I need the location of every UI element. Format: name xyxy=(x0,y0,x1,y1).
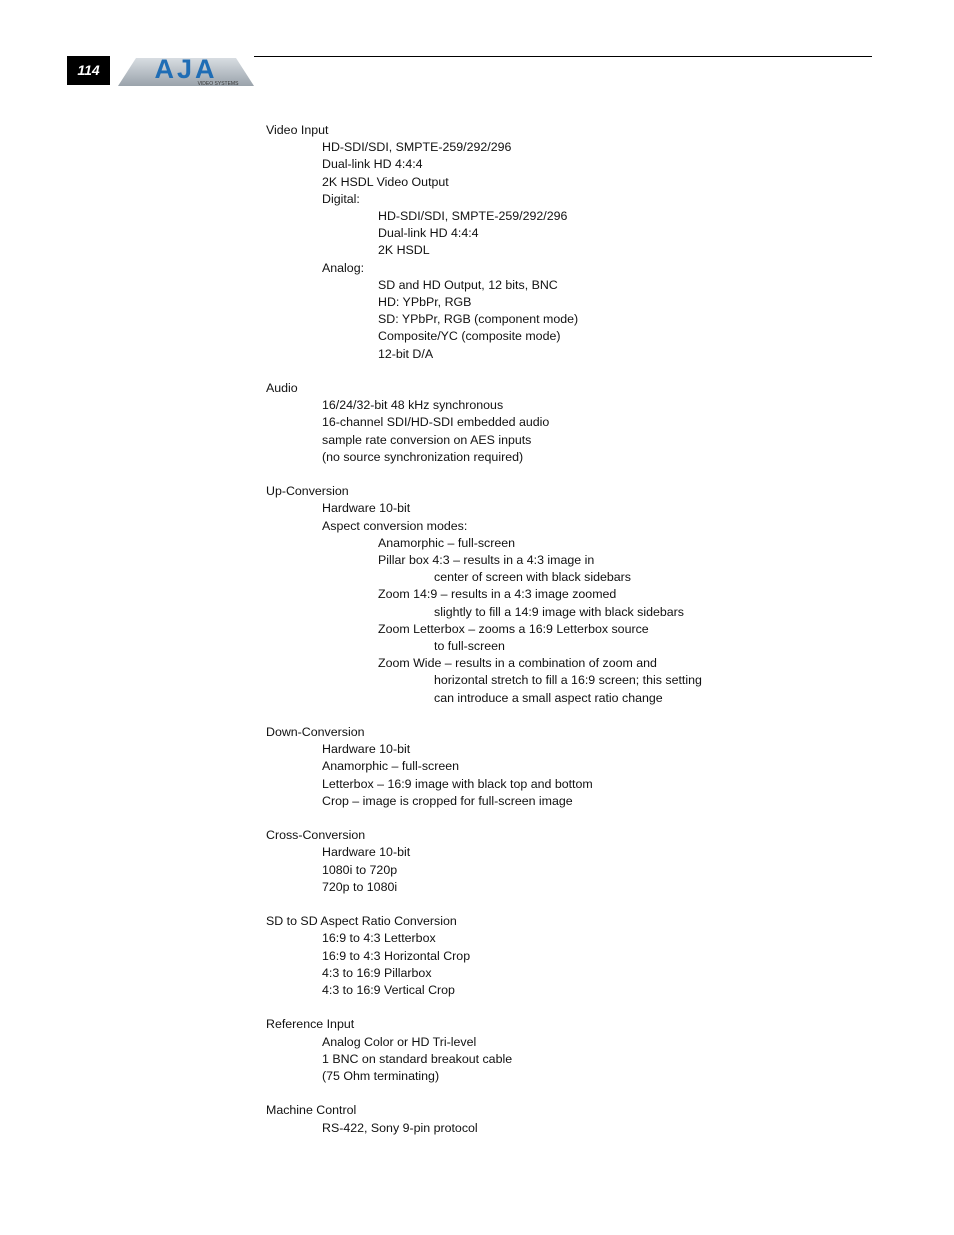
section-title: Down-Conversion xyxy=(266,725,365,740)
spec-line: Dual-link HD 4:4:4 xyxy=(322,157,423,172)
spec-line: (no source synchronization required) xyxy=(322,449,524,464)
spec-section xyxy=(266,1102,866,1136)
section-spacer xyxy=(266,707,866,724)
spec-line: HD-SDI/SDI, SMPTE-259/292/296 xyxy=(322,140,512,155)
spec-line: RS-422, Sony 9-pin protocol xyxy=(322,1120,478,1135)
spec-line: Pillar box 4:3 – results in a 4:3 image in xyxy=(378,553,595,568)
spec-line: 16/24/32-bit 48 kHz synchronous xyxy=(322,398,504,413)
spec-section xyxy=(266,1016,866,1085)
section-spacer xyxy=(266,999,866,1016)
spec-line: can introduce a small aspect ratio change xyxy=(434,690,663,705)
header-rule xyxy=(254,56,872,57)
spec-line: 2K HSDL xyxy=(378,243,430,258)
spec-section xyxy=(266,122,866,363)
spec-line: Anamorphic – full-screen xyxy=(322,759,460,774)
spec-line: Zoom Letterbox – zooms a 16:9 Letterbox source xyxy=(378,621,649,636)
spec-line: Dual-link HD 4:4:4 xyxy=(378,226,479,241)
spec-line: Zoom 14:9 – results in a 4:3 image zoomed xyxy=(378,587,617,602)
section-title: Machine Control xyxy=(266,1103,357,1118)
section-title: Video Input xyxy=(266,123,329,137)
spec-line: 1 BNC on standard breakout cable xyxy=(322,1051,513,1066)
section-spacer xyxy=(266,810,866,827)
spec-line: HD: YPbPr, RGB xyxy=(378,295,472,310)
section-spacer xyxy=(266,896,866,913)
section-title: Audio xyxy=(266,381,298,396)
spec-line: to full-screen xyxy=(434,639,505,654)
spec-section xyxy=(266,483,866,707)
spec-line: Aspect conversion modes: xyxy=(322,518,468,533)
spec-line: 2K HSDL Video Output xyxy=(322,174,449,189)
section-spacer xyxy=(266,1085,866,1102)
spec-line: Hardware 10-bit xyxy=(322,845,411,860)
spec-line: 16:9 to 4:3 Letterbox xyxy=(322,931,436,946)
spec-section xyxy=(266,724,866,810)
spec-line: Analog Color or HD Tri-level xyxy=(322,1034,477,1049)
logo-wordmark: AJA xyxy=(154,54,218,84)
spec-line: slightly to fill a 14:9 image with black sidebars xyxy=(434,604,684,619)
spec-line: Hardware 10-bit xyxy=(322,501,411,516)
section-spacer xyxy=(266,363,866,380)
spec-line: sample rate conversion on AES inputs xyxy=(322,432,532,447)
section-title: SD to SD Aspect Ratio Conversion xyxy=(266,914,457,929)
spec-section xyxy=(266,827,866,896)
spec-line: 12-bit D/A xyxy=(378,346,434,361)
spec-line: Zoom Wide – results in a combination of zoom and xyxy=(378,656,657,671)
spec-line: Hardware 10-bit xyxy=(322,742,411,757)
spec-line: Letterbox – 16:9 image with black top and bottom xyxy=(322,776,593,791)
spec-line: 720p to 1080i xyxy=(322,879,398,894)
spec-line: (75 Ohm terminating) xyxy=(322,1069,440,1084)
spec-line: SD and HD Output, 12 bits, BNC xyxy=(378,277,558,292)
spec-line: Composite/YC (composite mode) xyxy=(378,329,561,344)
spec-line: SD: YPbPr, RGB (component mode) xyxy=(378,312,579,327)
section-title: Reference Input xyxy=(266,1017,355,1032)
spec-section xyxy=(266,380,866,466)
section-title: Up-Conversion xyxy=(266,484,349,499)
spec-list xyxy=(266,122,866,1137)
spec-line: 4:3 to 16:9 Pillarbox xyxy=(322,965,432,980)
spec-line: Analog: xyxy=(322,260,365,275)
spec-line: horizontal stretch to fill a 16:9 screen; this setting xyxy=(434,673,702,688)
spec-line: HD-SDI/SDI, SMPTE-259/292/296 xyxy=(378,209,568,224)
spec-line: 16-channel SDI/HD-SDI embedded audio xyxy=(322,415,550,430)
spec-line: Digital: xyxy=(322,191,360,206)
spec-line: 16:9 to 4:3 Horizontal Crop xyxy=(322,948,471,963)
section-spacer xyxy=(266,466,866,483)
spec-line: 1080i to 720p xyxy=(322,862,398,877)
spec-section xyxy=(266,913,866,999)
spec-line: center of screen with black sidebars xyxy=(434,570,631,585)
page-number: 114 xyxy=(67,56,110,85)
logo-subtext: VIDEO SYSTEMS xyxy=(197,81,239,87)
spec-line: Anamorphic – full-screen xyxy=(378,535,516,550)
section-title: Cross-Conversion xyxy=(266,828,366,843)
spec-line: Crop – image is cropped for full-screen image xyxy=(322,793,573,808)
aja-logo xyxy=(118,52,256,88)
spec-line: 4:3 to 16:9 Vertical Crop xyxy=(322,983,455,998)
